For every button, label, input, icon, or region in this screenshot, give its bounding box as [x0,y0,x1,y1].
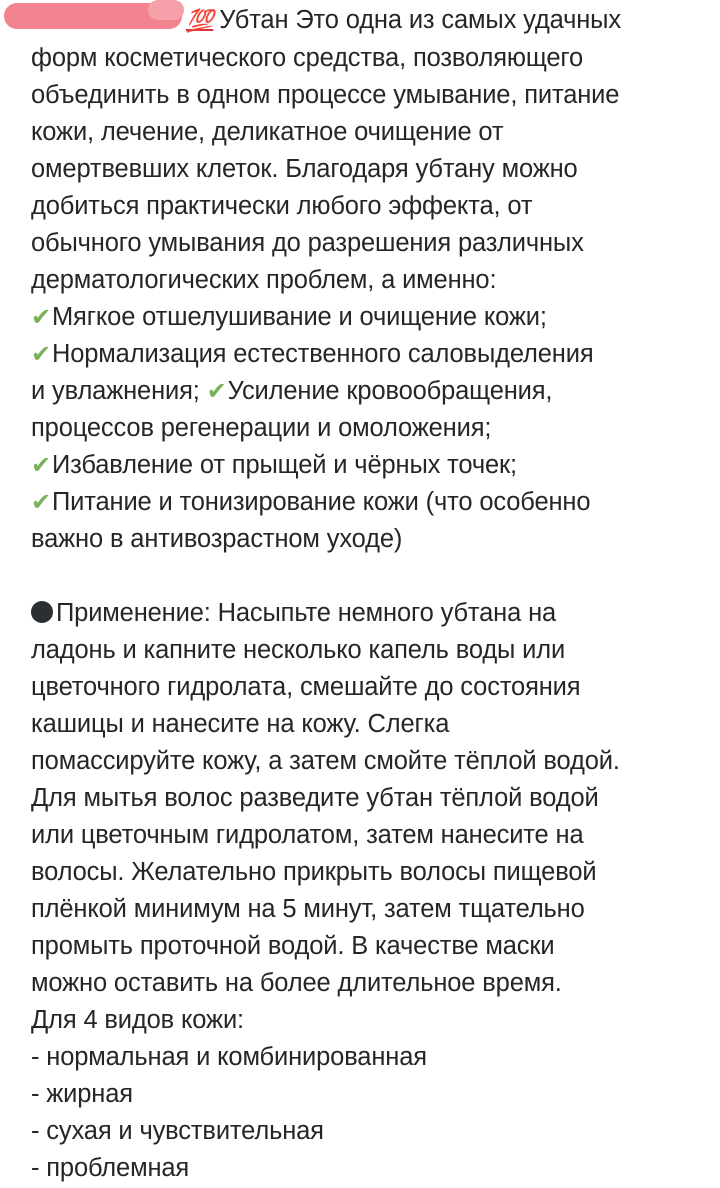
usage-line-6: Для мытья волос разведите убтан тёплой водой [31,784,599,812]
benefit-text: Питание и тонизирование кожи (что особенно [51,488,591,516]
benefit-text: Нормализация естественного саловыделения [51,340,594,368]
check-mark-icon: ✔ [31,340,51,368]
intro-line-8: дерматологических проблем, а именно: [31,266,497,294]
usage-line-11: можно оставить на более длительное время. [31,969,562,997]
usage-line-4: кашицы и нанесите на кожу. Слегка [31,710,450,738]
intro-line-5: омертвевших клеток. Благодаря убтану можно [31,155,578,183]
benefit-text: Мягкое отшелушивание и очищение кожи; [51,303,547,331]
check-mark-icon: ✔ [31,303,51,331]
check-mark-icon: ✔ [31,488,51,516]
check-mark-icon: ✔ [31,451,51,479]
intro-line-3: объединить в одном процессе умывание, питание [31,81,620,109]
usage-line-10: промыть проточной водой. В качестве маски [31,932,555,960]
usage-line-1 [31,595,556,632]
benefit-3-cont: процессов регенерации и омоложения; [31,414,492,442]
hundred-points-icon: 💯 [186,8,214,34]
benefit-text: и увлажнения; [31,377,200,405]
benefit-2 [31,336,594,373]
benefit-5-cont: важно в антивозрастном уходе) [31,525,403,553]
skin-type-item: - проблемная [31,1154,190,1182]
usage-line-2: ладонь и капните несколько капель воды или [31,636,566,664]
black-circle-icon [31,601,53,623]
skin-type-item: - сухая и чувствительная [31,1117,324,1145]
intro-line-4: кожи, лечение, деликатное очищение от [31,118,504,146]
skin-types-heading: Для 4 видов кожи: [31,1006,244,1034]
intro-line-2: форм косметического средства, позволяющего [31,44,584,72]
benefit-4 [31,447,517,484]
usage-line-8: волосы. Желательно прикрыть волосы пищевой [31,858,597,886]
skin-type-item: - нормальная и комбинированная [31,1043,427,1071]
usage-text: Применение: Насыпьте немного убтана на [56,599,557,627]
benefit-2-3 [31,373,552,410]
usage-line-9: плёнкой минимум на 5 минут, затем тщательно [31,895,585,923]
intro-line-1 [186,2,621,39]
benefit-1 [31,299,547,336]
skin-type-item: - жирная [31,1080,133,1108]
benefit-text: Избавление от прыщей и чёрных точек; [51,451,517,479]
usage-line-5: помассируйте кожу, а затем смойте тёплой водой. [31,747,620,775]
intro-line-7: обычного умывания до разрешения различных [31,229,584,257]
usage-line-3: цветочного гидролата, смешайте до состояния [31,673,581,701]
benefit-5 [31,484,590,521]
intro-line-6: добиться практически любого эффекта, от [31,192,533,220]
usage-line-7: или цветочным гидролатом, затем нанесите на [31,821,584,849]
check-mark-icon: ✔ [206,377,227,405]
intro-text: Убтан Это одна из самых удачных [219,6,621,34]
benefit-text: Усиление кровообращения, [227,377,553,405]
redacted-username-highlight [148,0,184,20]
